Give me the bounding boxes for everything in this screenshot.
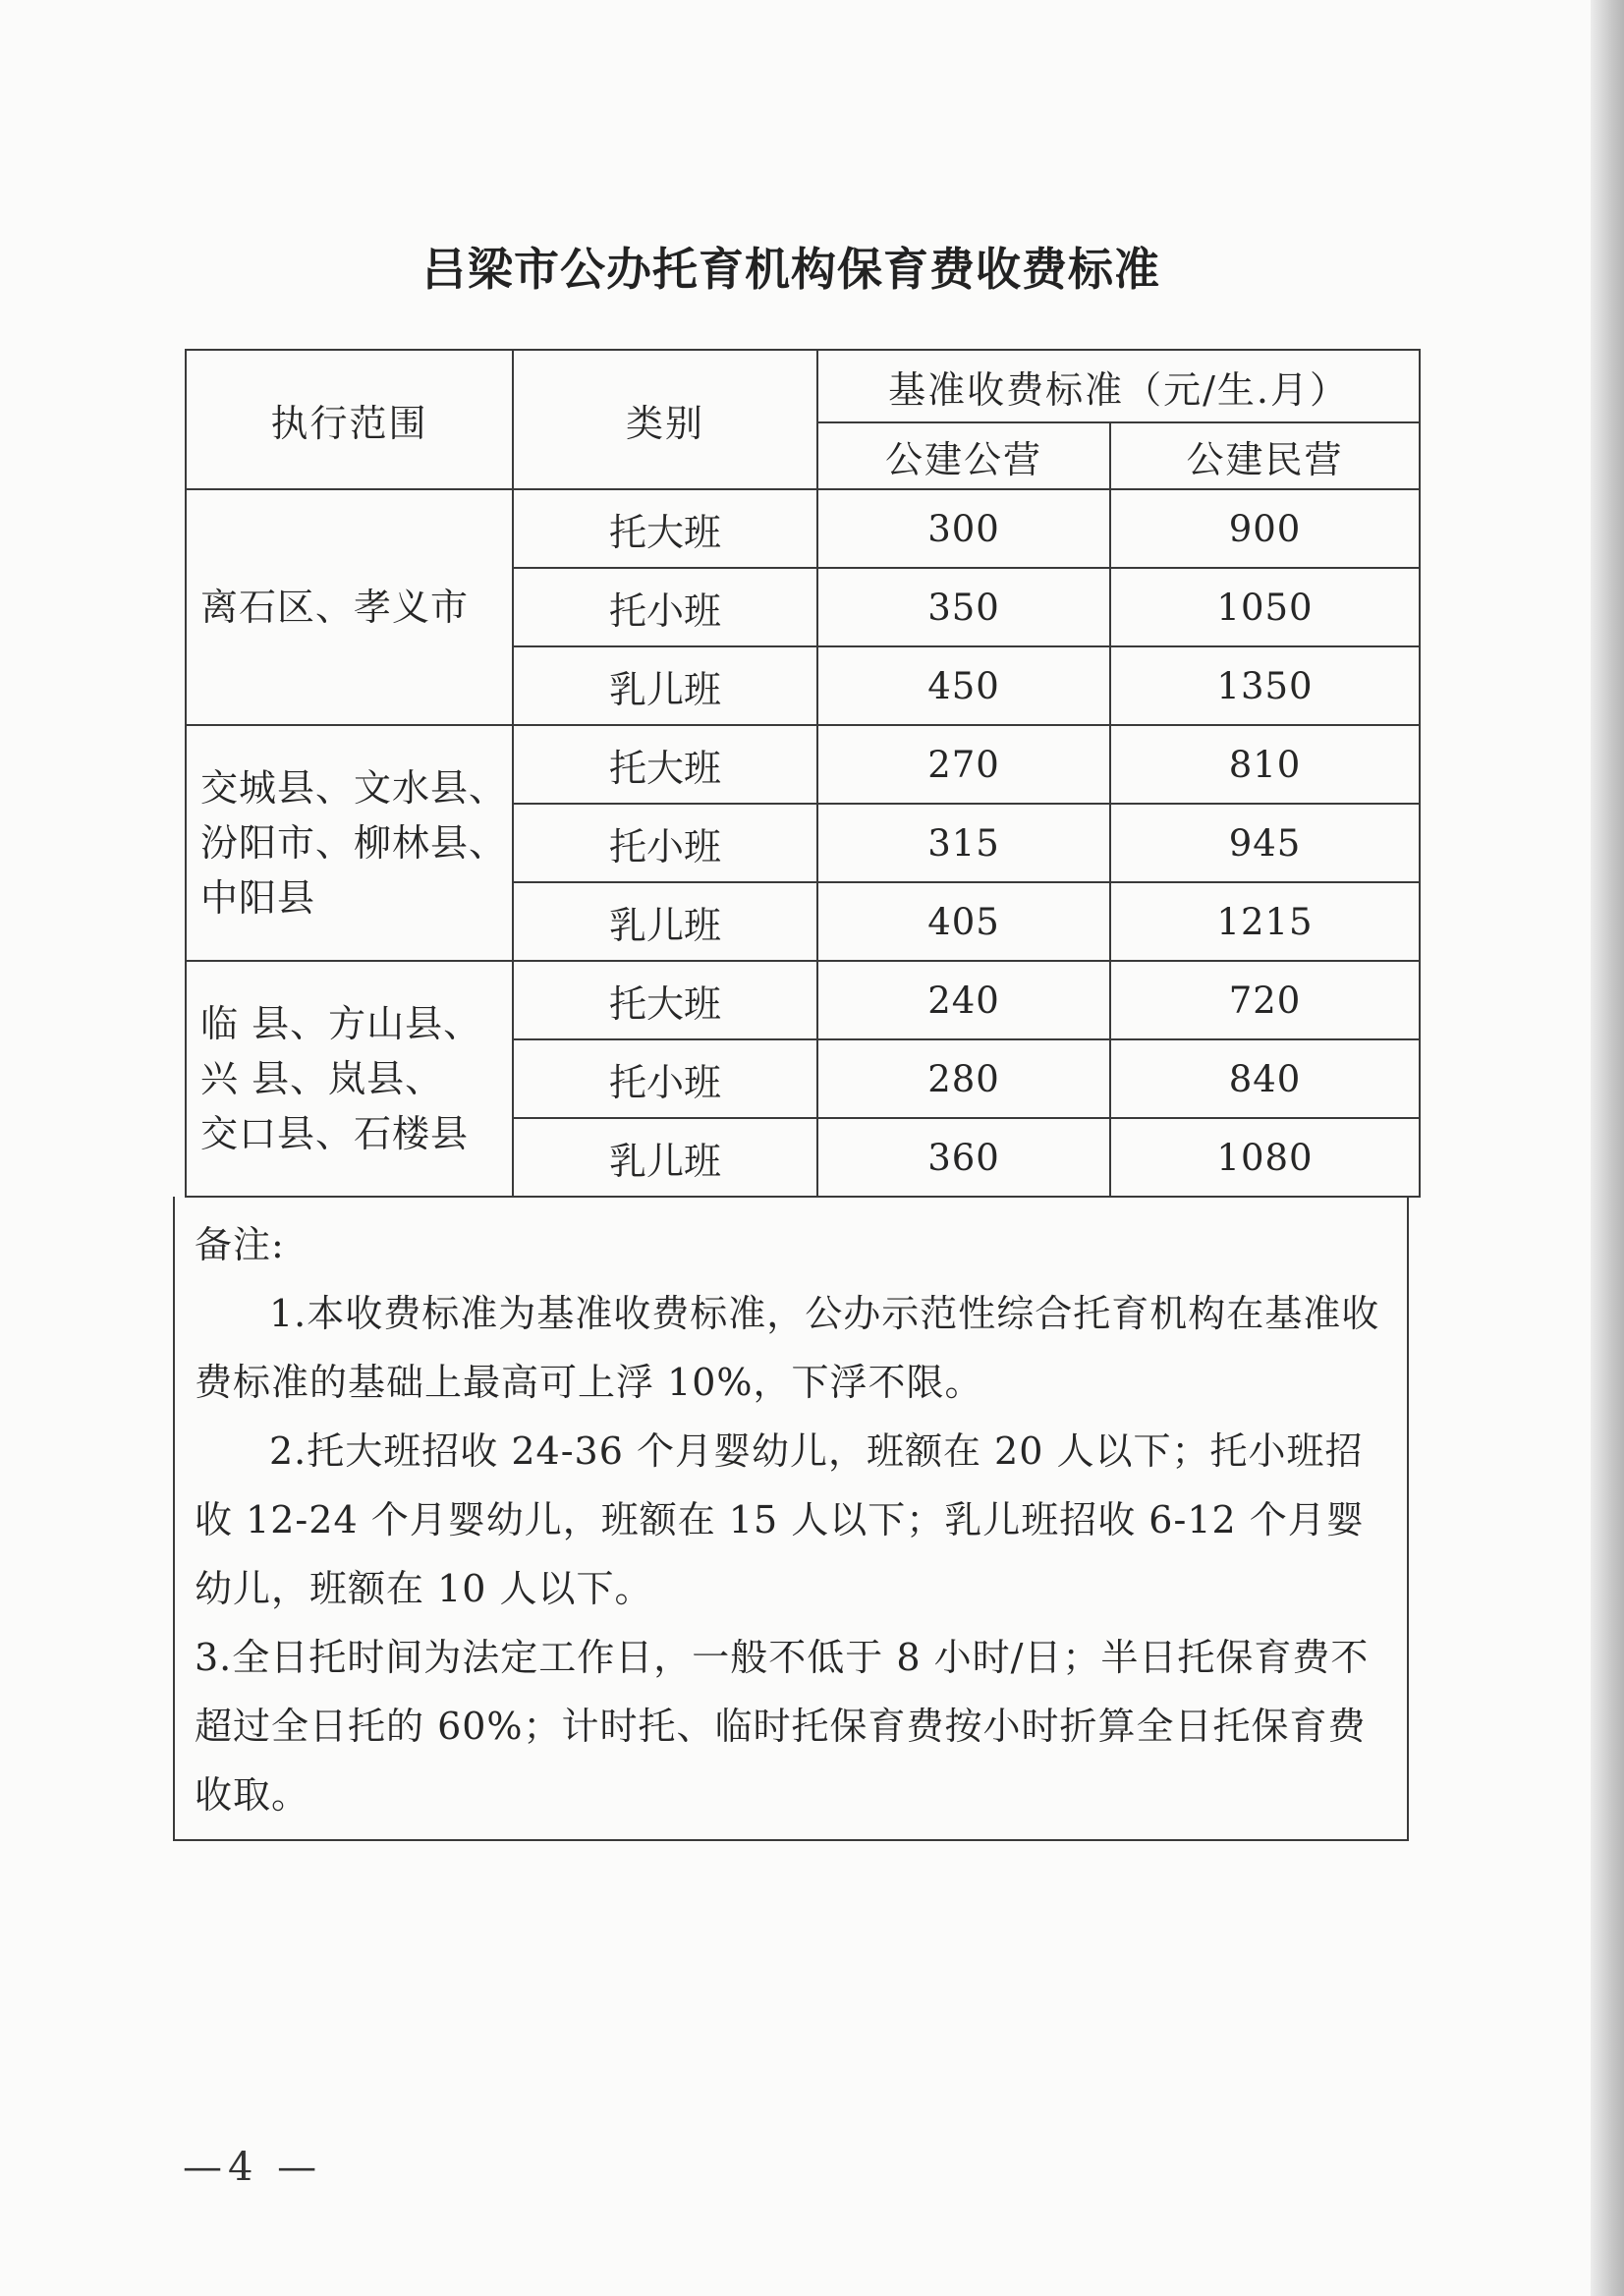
fee-table xyxy=(185,349,1421,1198)
header-scope: 执行范围 xyxy=(186,350,513,489)
table-row xyxy=(186,489,1420,568)
fee-table-body xyxy=(186,489,1420,1197)
public-public-cell: 280 xyxy=(817,1039,1110,1118)
header-standard: 基准收费标准（元/生.月） xyxy=(817,350,1420,422)
public-public-cell: 360 xyxy=(817,1118,1110,1197)
scope-cell xyxy=(186,725,513,961)
public-private-cell: 1350 xyxy=(1110,646,1420,725)
public-public-cell: 300 xyxy=(817,489,1110,568)
public-public-cell: 450 xyxy=(817,646,1110,725)
public-public-cell: 405 xyxy=(817,882,1110,961)
public-public-cell: 270 xyxy=(817,725,1110,804)
page-number: —4 — xyxy=(183,2145,323,2190)
category-cell: 托大班 xyxy=(513,489,817,568)
category-cell: 托小班 xyxy=(513,1039,817,1118)
public-public-cell: 350 xyxy=(817,568,1110,646)
public-private-cell: 720 xyxy=(1110,961,1420,1039)
note-item-2: 2.托大班招收 24-36 个月婴幼儿，班额在 20 人以下；托小班招收 12-24 个月婴幼儿，班额在 15 人以下；乳儿班招收 6-12 个月婴幼儿，班额在 10 人以下。 xyxy=(195,1429,1365,1610)
public-private-cell: 945 xyxy=(1110,804,1420,882)
public-public-cell: 315 xyxy=(817,804,1110,882)
scope-cell xyxy=(186,489,513,725)
category-cell: 托小班 xyxy=(513,804,817,882)
note-item-3: 3.全日托时间为法定工作日，一般不低于 8 小时/日；半日托保育费不超过全日托的 60%；计时托、临时托保育费按小时折算全日托保育费收取。 xyxy=(195,1636,1370,1817)
notes-box xyxy=(173,1197,1409,1841)
table-row xyxy=(186,725,1420,804)
public-private-cell: 900 xyxy=(1110,489,1420,568)
category-cell: 托小班 xyxy=(513,568,817,646)
scope-line: 交口县、石楼县 xyxy=(200,1112,470,1155)
public-public-cell: 240 xyxy=(817,961,1110,1039)
notes-label: 备注: xyxy=(195,1223,285,1266)
public-private-cell: 1080 xyxy=(1110,1118,1420,1197)
page-edge-shadow xyxy=(1591,0,1624,2296)
fee-table-container xyxy=(185,349,1419,1198)
header-public-private: 公建民营 xyxy=(1110,422,1420,489)
category-cell: 乳儿班 xyxy=(513,646,817,725)
category-cell: 托大班 xyxy=(513,725,817,804)
header-public-public: 公建公营 xyxy=(817,422,1110,489)
scope-line: 交城县、文水县、 xyxy=(200,766,508,810)
category-cell: 乳儿班 xyxy=(513,882,817,961)
scope-line: 中阳县 xyxy=(200,876,316,920)
category-cell: 托大班 xyxy=(513,961,817,1039)
public-private-cell: 810 xyxy=(1110,725,1420,804)
public-private-cell: 840 xyxy=(1110,1039,1420,1118)
scope-line: 汾阳市、柳林县、 xyxy=(200,821,508,865)
scope-line: 兴 县、岚县、 xyxy=(200,1057,444,1100)
scope-line: 临 县、方山县、 xyxy=(200,1002,482,1045)
public-private-cell: 1215 xyxy=(1110,882,1420,961)
public-private-cell: 1050 xyxy=(1110,568,1420,646)
table-row xyxy=(186,961,1420,1039)
header-category: 类别 xyxy=(513,350,817,489)
note-item-1: 1.本收费标准为基准收费标准，公办示范性综合托育机构在基准收费标准的基础上最高可上浮 10%，下浮不限。 xyxy=(195,1292,1380,1404)
category-cell: 乳儿班 xyxy=(513,1118,817,1197)
scope-line: 离石区、孝义市 xyxy=(200,586,470,629)
document-title: 吕梁市公办托育机构保育费收费标准 xyxy=(421,243,1160,296)
scope-cell xyxy=(186,961,513,1197)
